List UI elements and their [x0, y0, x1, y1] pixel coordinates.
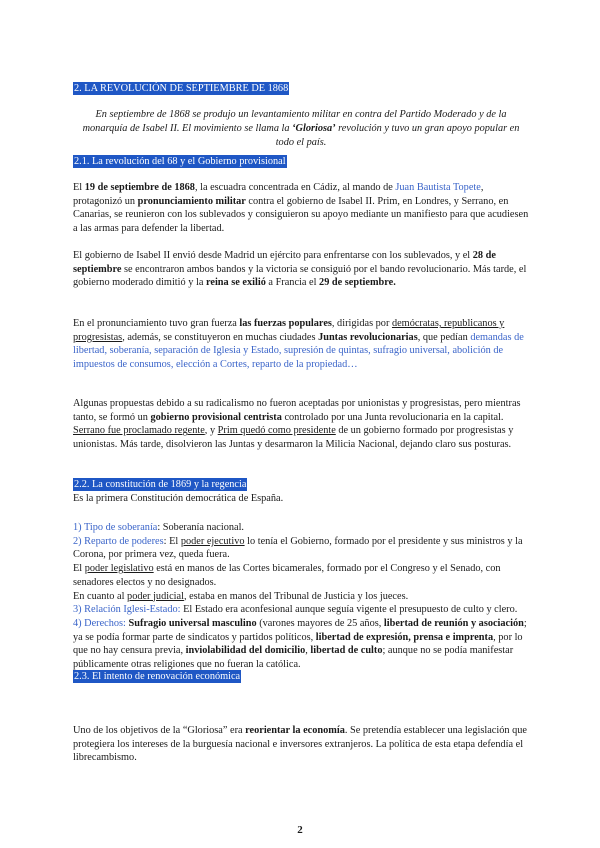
text-run: En cuanto al — [73, 590, 128, 602]
paragraph-fuerzas-populares — [73, 317, 529, 372]
constitucion-lead: Es la primera Constitución democrática de España. — [73, 493, 284, 504]
text-run: contra el gobierno de Isabel II. Prim, en Londres, y Serrano, en Canarias, se reunieron con los sublevados y consiguieron su apoyo mediante un manifiesto para que acudiesen a las armas para defender la libertad. — [73, 195, 529, 235]
text-run: , además, se constituyeron en muchas ciudades — [122, 331, 319, 343]
constitucion-list — [73, 521, 529, 672]
section-title — [73, 82, 529, 96]
demandas-list: demandas de libertad, soberanía, separación de Iglesia y Estado, supresión de quintas, sufragio universal, abolición de impuestos de consumos, elección a Cortes, reparto de la propiedad… — [73, 331, 524, 371]
item-label: 4) Derechos: — [73, 617, 126, 629]
item-derechos — [73, 617, 529, 672]
text-run: . Se pretendía establecer una legislación que protegiera los intereses de la burguesía nacional e inversores extranjeros. La política de esta etapa defendía el librecambismo. — [73, 725, 527, 764]
heading-2-2-text: 2.2. La constitución de 1869 y la regencia — [74, 479, 247, 490]
intro-text: En septiembre de 1868 se produjo un levantamiento militar en contra del Partido Moderado y de la monarquía de Isabel II. El movimiento se llama la — [82, 109, 507, 135]
exilio-term: reina se exilió — [205, 277, 266, 289]
culto-term: libertad de culto — [310, 645, 383, 657]
text-run: , la escuadra concentrada en Cádiz, al mando de — [194, 182, 396, 193]
paragraph-pronunciamiento — [73, 181, 529, 236]
item-poder-judicial — [73, 590, 529, 604]
text-run: , y — [204, 425, 218, 437]
date-19-sept: 19 de septiembre de 1868 — [84, 182, 195, 193]
text-run: lo tenía el Gobierno, formado por el presidente y sus ministros y la Corona, por primera vez, queda fuera. — [73, 535, 523, 561]
item-label: 1) Tipo de soberanía — [73, 522, 158, 533]
poder-legislativo: poder legislativo — [84, 563, 154, 575]
text-run: El Estado era aconfesional aunque seguía vigente el presupuesto de culto y clero. — [180, 604, 518, 616]
item-poder-legislativo — [73, 562, 529, 589]
item-label: 2) Reparto de poderes — [73, 535, 164, 547]
serrano-regente: Serrano fue proclamado regente — [73, 425, 205, 437]
heading-2-3 — [73, 670, 529, 684]
heading-2-2 — [73, 478, 529, 492]
underlined-parties: demócratas, republicanos y progresistas — [73, 318, 505, 343]
text-run: ; ya se podía formar parte de sindicatos y partidos políticos, — [73, 617, 527, 643]
paragraph-gobierno-provisional — [73, 397, 529, 452]
text-run: está en manos de las Cortes bicamerales, formado por el Congreso y el Senado, con senadores electos y no designados. — [73, 563, 501, 588]
date-29-sept: 29 de septiembre. — [319, 277, 396, 289]
pronunciamiento-term: pronunciamiento militar — [137, 195, 246, 207]
date-28-sept: 28 de septiembre — [73, 250, 496, 275]
domicilio-term: inviolabilidad del domicilio — [185, 645, 306, 657]
section-title-text: 2. LA REVOLUCIÓN DE SEPTIEMBRE DE 1868 — [74, 83, 289, 94]
text-run: controlado por una Junta revolucionaria en la capital. — [281, 411, 504, 423]
fuerzas-populares-term: las fuerzas populares — [239, 318, 332, 329]
text-run: Algunas propuestas debido a su radicalismo no fueron aceptadas por unionistas y progresistas, pero mientras tanto, se formó un — [73, 398, 521, 423]
text-run: , dirigidas por — [331, 318, 392, 329]
reunion-term: libertad de reunión y asociación — [383, 617, 524, 629]
text-run: , protagonizó un — [73, 182, 484, 207]
item-soberania — [73, 521, 529, 535]
text-run: El — [73, 563, 85, 575]
text-run: (varones mayores de 25 años, — [256, 617, 384, 629]
item-iglesia-estado — [73, 603, 529, 617]
text-run: En el pronunciamiento tuvo gran fuerza — [73, 318, 240, 329]
gobierno-centrista-term: gobierno provisional centrista — [150, 411, 282, 423]
gloriosa-term: ‘Gloriosa’ — [292, 123, 336, 135]
expresion-term: libertad de expresión, prensa e imprenta — [315, 631, 494, 643]
juntas-term: Juntas revolucionarias — [318, 331, 418, 343]
topete-name: Juan Bautista Topete — [395, 182, 481, 193]
text-run: : Soberanía nacional. — [157, 522, 245, 533]
text-run: Uno de los objetivos de la “Gloriosa” era — [73, 725, 246, 736]
intro-paragraph — [76, 108, 526, 150]
text-run: , por lo que no hay censura previa, — [73, 631, 523, 657]
text-run: El gobierno de Isabel II envió desde Madrid un ejército para enfrentarse con los sublevados, y el — [73, 250, 473, 261]
text-run: , que pedían — [417, 331, 471, 343]
text-run: ; aunque no se podía manifestar públicamente otras religiones que no fueran la católica. — [73, 645, 514, 671]
paragraph-economia — [73, 724, 529, 765]
text-run: a Francia el — [265, 277, 320, 289]
text-run: de un gobierno formado por progresistas y unionistas. Más tarde, disolvieron las Juntas y desarmaron la Milicia Nacional, dejando claro sus posturas. — [73, 425, 514, 451]
economia-term: reorientar la economía — [245, 725, 345, 736]
page-number: 2 — [297, 824, 303, 836]
text-run: El — [73, 182, 85, 193]
sufragio-term: Sufragio universal masculino — [128, 617, 257, 629]
heading-2-3-text: 2.3. El intento de renovación económica — [74, 671, 241, 682]
heading-2-1 — [73, 155, 529, 169]
heading-2-1-text: 2.1. La revolución del 68 y el Gobierno provisional — [74, 156, 286, 167]
item-label: 3) Relación Iglesi-Estado: — [73, 604, 181, 616]
paragraph-ejercito — [73, 249, 529, 290]
prim-presidente: Prim quedó como presidente — [217, 425, 336, 437]
text-run: , — [305, 645, 311, 657]
text-run: se encontraron ambos bandos y la victoria se consiguió por el bando revolucionario. Más tarde, el gobierno moderado dimitió y la — [73, 263, 527, 289]
poder-ejecutivo: poder ejecutivo — [180, 535, 245, 547]
item-poderes — [73, 535, 529, 562]
text-run: : El — [163, 535, 181, 547]
poder-judicial: poder judicial — [127, 590, 184, 602]
intro-text-end: revolución y tuvo un gran apoyo popular en todo el país. — [275, 123, 520, 149]
text-run: , estaba en manos del Tribunal de Justicia y los jueces. — [183, 590, 409, 602]
